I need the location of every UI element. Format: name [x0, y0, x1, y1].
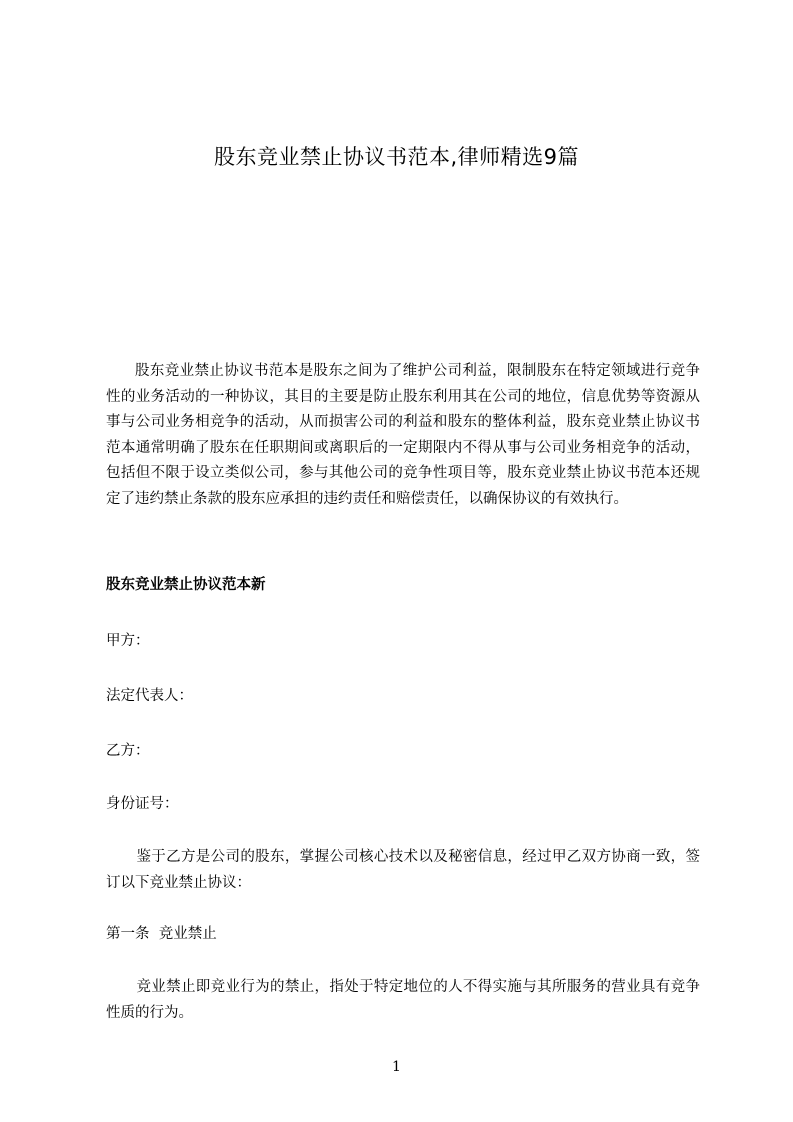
legal-representative-label: 法定代表人： — [106, 688, 193, 704]
page-number: 1 — [392, 1059, 401, 1075]
article-1-title: 第一条 竞业禁止 — [106, 926, 217, 942]
party-a-label: 甲方： — [106, 633, 150, 649]
party-b-label: 乙方： — [106, 743, 150, 759]
whereas-paragraph: 鉴于乙方是公司的股东，掌握公司核心技术以及秘密信息，经过甲乙双方协商一致，签订以下竞业禁止协议： — [106, 849, 700, 891]
section-heading: 股东竞业禁止协议范本新 — [106, 577, 266, 593]
document-title: 股东竞业禁止协议书范本,律师精选9篇 — [213, 145, 580, 169]
intro-paragraph: 股东竞业禁止协议书范本是股东之间为了维护公司利益，限制股东在特定领域进行竞争性的业务活动的一种协议，其目的主要是防止股东利用其在公司的地位，信息优势等资源从事与公司业务相竞争的活动，从而损害公司的利益和股东的整体利益，股东竞业禁止协议书范本通常明确了股东在任职期间或离职后的一定期限内不得从事与公司业务相竞争的活动，包括但不限于设立类似公司，参与其他公司的竞争性项目等，股东竞业禁止协议书范本还规定了违约禁止条款的股东应承担的违约责任和赔偿责任，以确保协议的有效执行。 — [106, 363, 700, 507]
article-1-body: 竞业禁止即竞业行为的禁止，指处于特定地位的人不得实施与其所服务的营业具有竞争性质的行为。 — [106, 979, 700, 1021]
id-number-label: 身份证号： — [106, 796, 179, 812]
